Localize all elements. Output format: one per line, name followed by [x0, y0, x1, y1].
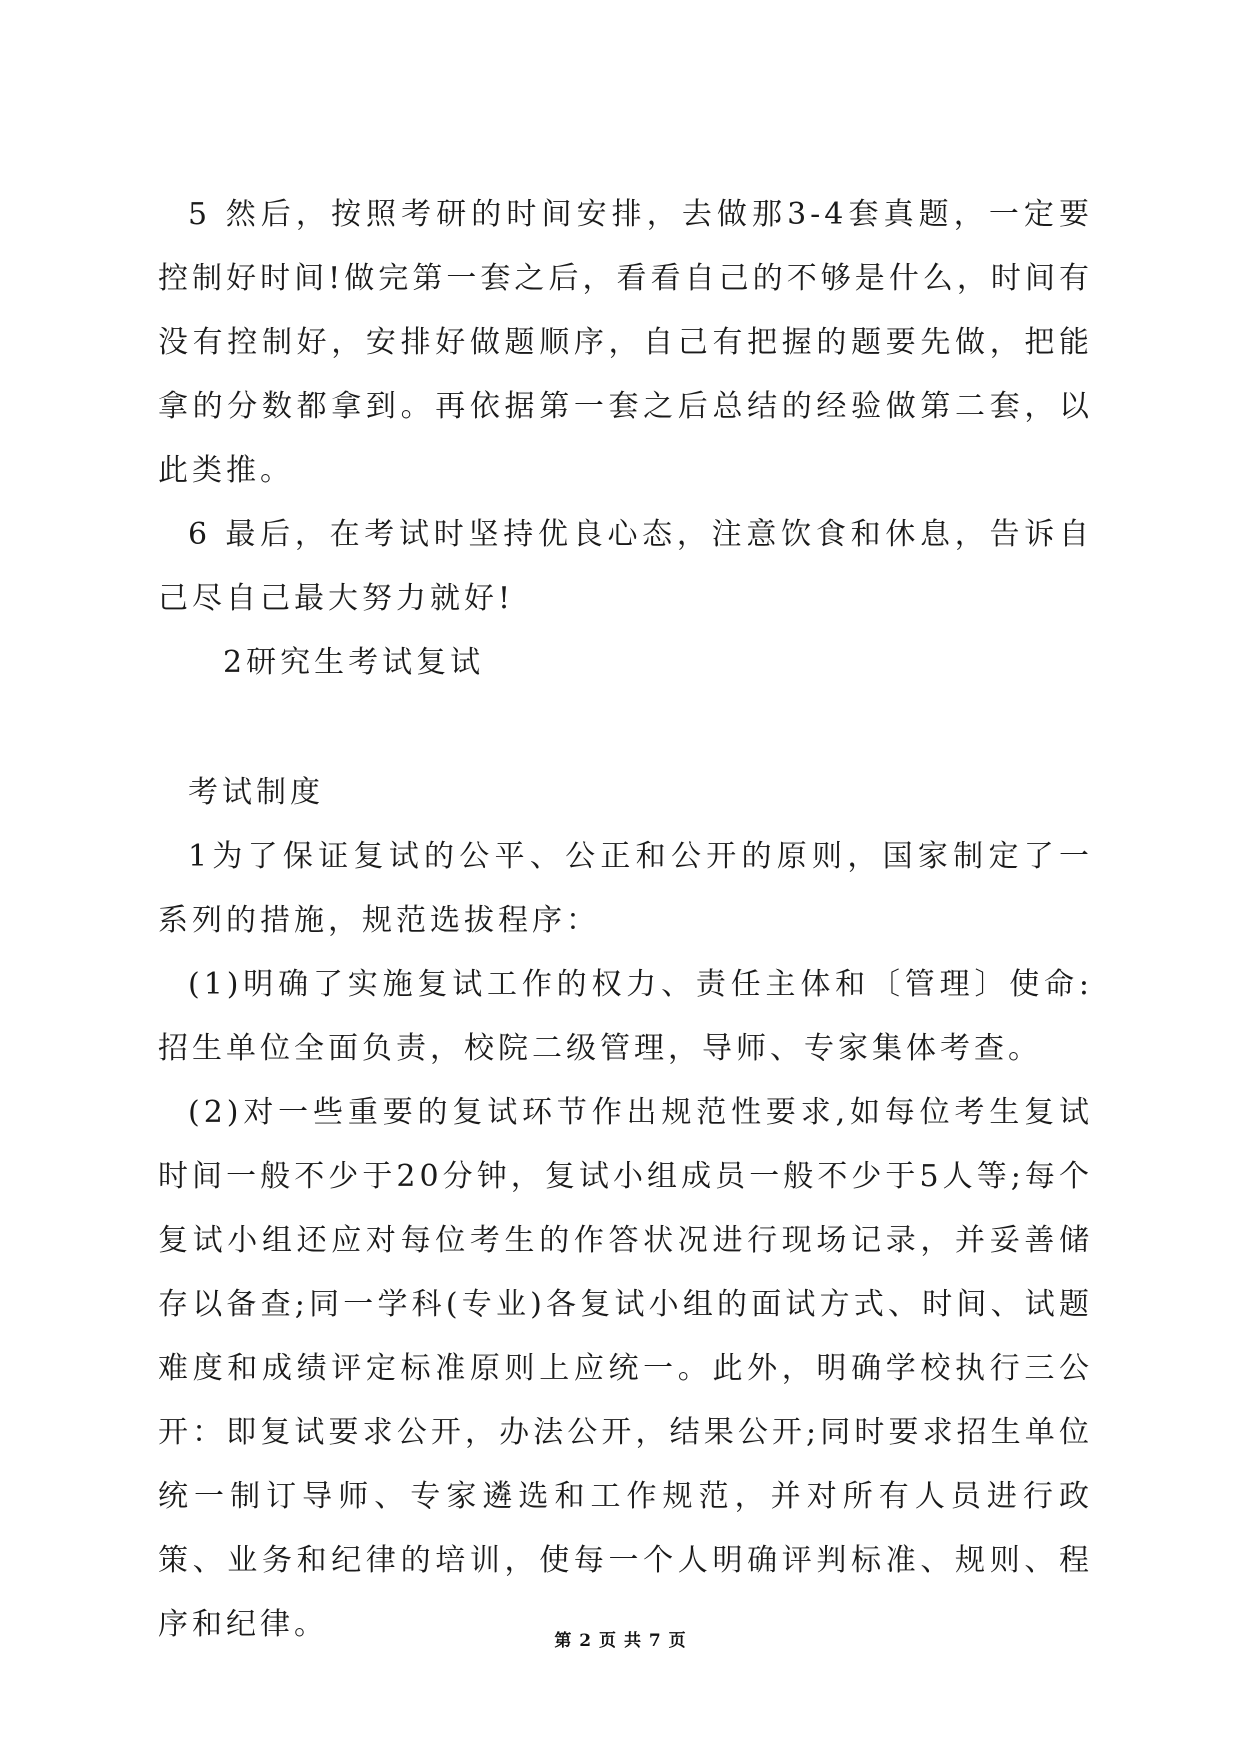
paragraph-step-6: 6 最后，在考试时坚持优良心态，注意饮食和休息，告诉自己尽自己最大努力就好! [158, 517, 1093, 616]
page-number-footer: 第 2 页 共 7 页 [554, 1631, 687, 1651]
paragraph-item-1: (1)明确了实施复试工作的权力、责任主体和〔管理〕使命:招生单位全面负责，校院二级管理，导师、专家集体考查。 [158, 967, 1093, 1066]
paragraph-measures: 1为了保证复试的公平、公正和公开的原则，国家制定了一系列的措施，规范选拔程序： [158, 839, 1093, 938]
subheading-exam-system: 考试制度 [188, 775, 324, 810]
section-heading: 2研究生考试复试 [223, 645, 485, 680]
paragraph-step-5: 5 然后，按照考研的时间安排，去做那3-4套真题，一定要控制好时间!做完第一套之后，看看自己的不够是什么，时间有没有控制好，安排好做题顺序，自己有把握的题要先做，把能拿的分数都拿到。再依据第一套之后总结的经验做第二套，以此类推。 [158, 197, 1093, 488]
page-content [158, 183, 1093, 1657]
paragraph-item-2: (2)对一些重要的复试环节作出规范性要求,如每位考生复试时间一般不少于20分钟，复试小组成员一般不少于5人等;每个复试小组还应对每位考生的作答状况进行现场记录，并妥善储存以备查;同一学科(专业)各复试小组的面试方式、时间、试题难度和成绩评定标准原则上应统一。此外，明确学校执行三公开：即复试要求公开，办法公开，结果公开;同时要求招生单位统一制订导师、专家遴选和工作规范，并对所有人员进行政策、业务和纪律的培训，使每一个人明确评判标准、规则、程序和纪律。 [158, 1095, 1093, 1642]
